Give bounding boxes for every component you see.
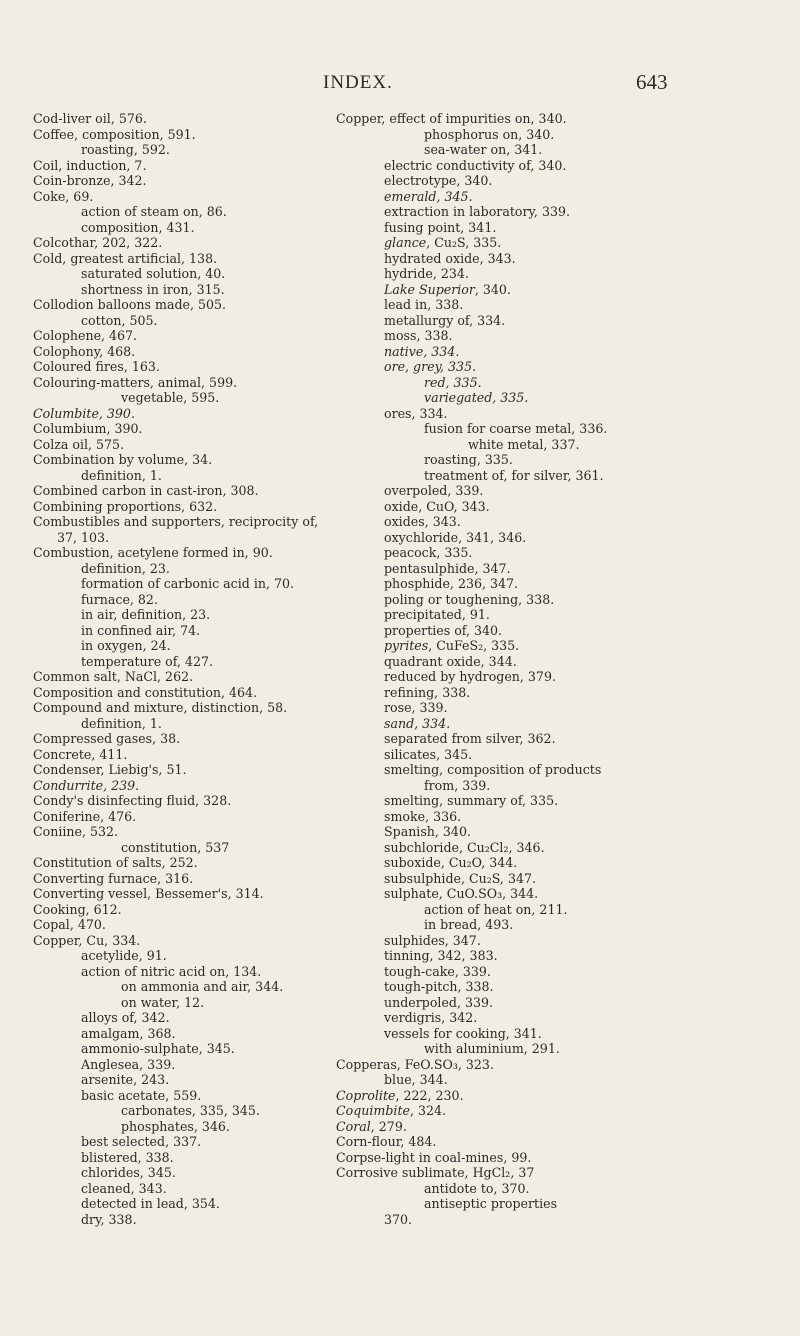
index-entry: ammonio-sulphate, 345.	[81, 1041, 235, 1056]
index-entry: Constitution of salts, 252.	[33, 855, 198, 870]
index-entry: glance, Cu₂S, 335.	[384, 235, 502, 250]
index-entry: Common salt, NaCl, 262.	[33, 669, 194, 684]
index-entry: quadrant oxide, 344.	[384, 653, 517, 669]
index-entry: Combined carbon in cast-iron, 308.	[33, 483, 259, 498]
index-entry: fusion for coarse metal, 336.	[424, 421, 608, 436]
index-entry: Coffee, composition, 591.	[33, 126, 196, 142]
index-entry: moss, 338.	[384, 328, 453, 343]
index-entry: blue, 344.	[384, 1072, 448, 1087]
index-entry: in oxygen, 24.	[81, 638, 171, 653]
index-entry: Anglesea, 339.	[81, 1056, 176, 1072]
index-entry: oxychloride, 341, 346.	[384, 529, 527, 545]
index-entry: antiseptic properties	[424, 1196, 558, 1211]
index-entry: acetylide, 91.	[81, 948, 167, 963]
index-entry: Combining proportions, 632.	[33, 498, 218, 514]
index-entry: sulphides, 347.	[384, 932, 481, 948]
index-entry: Cooking, 612.	[33, 901, 122, 917]
index-entry: Copper, effect of impurities on, 340.	[336, 111, 567, 126]
index-entry: native, 334.	[384, 343, 460, 359]
index-entry: vessels for cooking, 341.	[384, 1025, 542, 1041]
index-entry: Cold, greatest artificial, 138.	[33, 250, 218, 266]
index-entry: blistered, 338.	[81, 1149, 174, 1165]
index-entry: Combination by volume, 34.	[33, 452, 213, 467]
index-entry: Combustibles and supporters, reciprocity of,	[33, 514, 319, 529]
index-entry: in confined air, 74.	[81, 622, 201, 638]
index-entry: subchloride, Cu₂Cl₂, 346.	[384, 839, 545, 855]
index-entry: with aluminium, 291.	[424, 1041, 560, 1056]
index-entry: composition, 431.	[81, 219, 195, 235]
index-entry: smelting, summary of, 335.	[384, 793, 559, 808]
index-entry: Copal, 470.	[33, 917, 106, 932]
index-entry: action of heat on, 211.	[424, 901, 568, 917]
index-entry: cotton, 505.	[81, 312, 158, 328]
index-entry: reduced by hydrogen, 379.	[384, 669, 556, 684]
index-entry: electric conductivity of, 340.	[384, 157, 567, 173]
index-entry: Coquimbite, 324.	[336, 1103, 447, 1118]
index-entry: in air, definition, 23.	[81, 607, 211, 622]
index-entry: antidote to, 370.	[424, 1180, 530, 1196]
index-entry: cleaned, 343.	[81, 1180, 167, 1196]
page-number: 643	[636, 70, 668, 94]
index-entry: Columbium, 390.	[33, 421, 143, 436]
index-entry: Compressed gases, 38.	[33, 731, 181, 746]
index-entry: extraction in laboratory, 339.	[384, 204, 570, 219]
index-entry: constitution, 537	[121, 839, 230, 855]
index-entry: Coniine, 532.	[33, 824, 118, 839]
index-entry: action of nitric acid on, 134.	[81, 963, 262, 979]
index-entry: Coke, 69.	[33, 188, 94, 204]
index-entry: overpoled, 339.	[384, 483, 484, 498]
index-entry: roasting, 335.	[424, 452, 513, 467]
index-entry: smoke, 336.	[384, 808, 462, 824]
index-entry: Coniferine, 476.	[33, 808, 137, 824]
index-entry: saturated solution, 40.	[81, 266, 226, 281]
index-entry: metallurgy of, 334.	[384, 312, 506, 328]
index-entry: chlorides, 345.	[81, 1165, 176, 1180]
index-entry: treatment of, for silver, 361.	[424, 467, 604, 483]
index-entry: action of steam on, 86.	[81, 204, 227, 219]
index-entry: on water, 12.	[121, 994, 205, 1010]
index-entry: Combustion, acetylene formed in, 90.	[33, 545, 273, 560]
index-entry: definition, 1.	[81, 715, 162, 731]
index-entry: carbonates, 335, 345.	[121, 1103, 260, 1118]
index-entry: Colcothar, 202, 322.	[33, 235, 163, 250]
index-entry: Colouring-matters, animal, 599.	[33, 374, 238, 390]
index-entry: Coral, 279.	[336, 1118, 407, 1134]
index-entry: red, 335.	[424, 374, 482, 390]
index-entry: sand, 334.	[384, 715, 451, 731]
index-entry: Corrosive sublimate, HgCl₂, 37	[336, 1165, 535, 1180]
index-entry: Collodion balloons made, 505.	[33, 297, 227, 312]
index-entry: hydrated oxide, 343.	[384, 250, 516, 266]
index-entry: suboxide, Cu₂O, 344.	[384, 855, 518, 870]
index-entry: smelting, composition of products	[384, 762, 602, 777]
index-entry: 37, 103.	[57, 529, 110, 545]
index-entry: shortness in iron, 315.	[81, 281, 225, 297]
index-entry: on ammonia and air, 344.	[121, 979, 284, 994]
index-entry: refining, 338.	[384, 684, 471, 700]
index-entry: rose, 339.	[384, 700, 448, 715]
index-entry: definition, 23.	[81, 560, 170, 576]
index-entry: Spanish, 340.	[384, 824, 471, 839]
index-entry: in bread, 493.	[424, 917, 514, 932]
index-entry: arsenite, 243.	[81, 1072, 170, 1087]
index-entry: detected in lead, 354.	[81, 1196, 220, 1211]
index-entry: Converting furnace, 316.	[33, 870, 194, 886]
index-entry: definition, 1.	[81, 467, 162, 483]
index-entry: Concrete, 411.	[33, 746, 128, 762]
index-entry: phosphorus on, 340.	[424, 126, 555, 142]
index-entry: furnace, 82.	[81, 591, 158, 607]
index-entry: ore, grey, 335.	[384, 359, 477, 374]
index-entry: hydride, 234.	[384, 266, 469, 281]
index-entry: dry, 338.	[81, 1211, 137, 1227]
index-entry: basic acetate, 559.	[81, 1087, 202, 1103]
index-entry: lead in, 338.	[384, 297, 464, 312]
index-entry: peacock, 335.	[384, 545, 473, 560]
index-entry: separated from silver, 362.	[384, 731, 556, 746]
index-entry: Copper, Cu, 334.	[33, 932, 141, 948]
index-entry: amalgam, 368.	[81, 1025, 176, 1041]
index-entry: Compound and mixture, distinction, 58.	[33, 700, 288, 715]
index-entry: tinning, 342, 383.	[384, 948, 498, 963]
index-entry: Corn-flour, 484.	[336, 1134, 437, 1149]
index-column-left	[33, 111, 363, 1227]
index-entry: Columbite, 390.	[33, 405, 135, 421]
index-entry: from, 339.	[424, 777, 491, 793]
index-entry: Colophene, 467.	[33, 328, 138, 343]
index-entry: Coin-bronze, 342.	[33, 173, 147, 188]
page-header	[0, 72, 800, 102]
index-entry: pentasulphide, 347.	[384, 560, 511, 576]
index-entry: Coloured fires, 163.	[33, 359, 160, 374]
page-title: INDEX.	[323, 72, 393, 93]
index-entry: phosphide, 236, 347.	[384, 576, 519, 591]
index-entry: Colophony, 468.	[33, 343, 136, 359]
index-entry: underpoled, 339.	[384, 994, 493, 1010]
index-entry: temperature of, 427.	[81, 653, 213, 669]
index-entry: precipitated, 91.	[384, 607, 490, 622]
index-entry: properties of, 340.	[384, 622, 503, 638]
index-entry: ores, 334.	[384, 405, 448, 421]
index-entry: verdigris, 342.	[384, 1010, 478, 1025]
index-entry: silicates, 345.	[384, 746, 473, 762]
index-entry: sulphate, CuO.SO₃, 344.	[384, 886, 539, 901]
index-entry: Coil, induction, 7.	[33, 157, 147, 173]
index-entry: subsulphide, Cu₂S, 347.	[384, 870, 536, 886]
index-entry: tough-cake, 339.	[384, 963, 491, 979]
index-entry: Condenser, Liebig's, 51.	[33, 762, 187, 777]
index-entry: emerald, 345.	[384, 188, 473, 204]
index-entry: Lake Superior, 340.	[384, 281, 511, 297]
index-entry: Converting vessel, Bessemer's, 314.	[33, 886, 264, 901]
index-entry: variegated, 335.	[424, 390, 529, 405]
index-entry: alloys of, 342.	[81, 1010, 170, 1025]
index-entry: poling or toughening, 338.	[384, 591, 555, 607]
index-entry: Condy's disinfecting fluid, 328.	[33, 793, 232, 808]
index-entry: electrotype, 340.	[384, 173, 493, 188]
index-entry: best selected, 337.	[81, 1134, 202, 1149]
index-entry: phosphates, 346.	[121, 1118, 230, 1134]
index-entry: Colza oil, 575.	[33, 436, 125, 452]
index-entry: 370.	[384, 1211, 413, 1227]
index-entry: fusing point, 341.	[384, 219, 497, 235]
index-entry: Cod-liver oil, 576.	[33, 111, 147, 126]
index-entry: Copperas, FeO.SO₃, 323.	[336, 1056, 494, 1072]
index-entry: Composition and constitution, 464.	[33, 684, 258, 700]
index-entry: Condurrite, 239.	[33, 777, 140, 793]
index-entry: vegetable, 595.	[121, 390, 220, 405]
index-entry: sea-water on, 341.	[424, 142, 543, 157]
index-entry: oxides, 343.	[384, 514, 461, 529]
index-column-right	[336, 111, 756, 1227]
index-entry: pyrites, CuFeS₂, 335.	[384, 638, 520, 653]
index-entry: Corpse-light in coal-mines, 99.	[336, 1149, 532, 1165]
index-entry: formation of carbonic acid in, 70.	[81, 576, 294, 591]
index-entry: tough-pitch, 338.	[384, 979, 494, 994]
index-entry: oxide, CuO, 343.	[384, 498, 490, 514]
index-entry: Coprolite, 222, 230.	[336, 1087, 464, 1103]
index-entry: white metal, 337.	[468, 436, 580, 452]
index-entry: roasting, 592.	[81, 142, 170, 157]
